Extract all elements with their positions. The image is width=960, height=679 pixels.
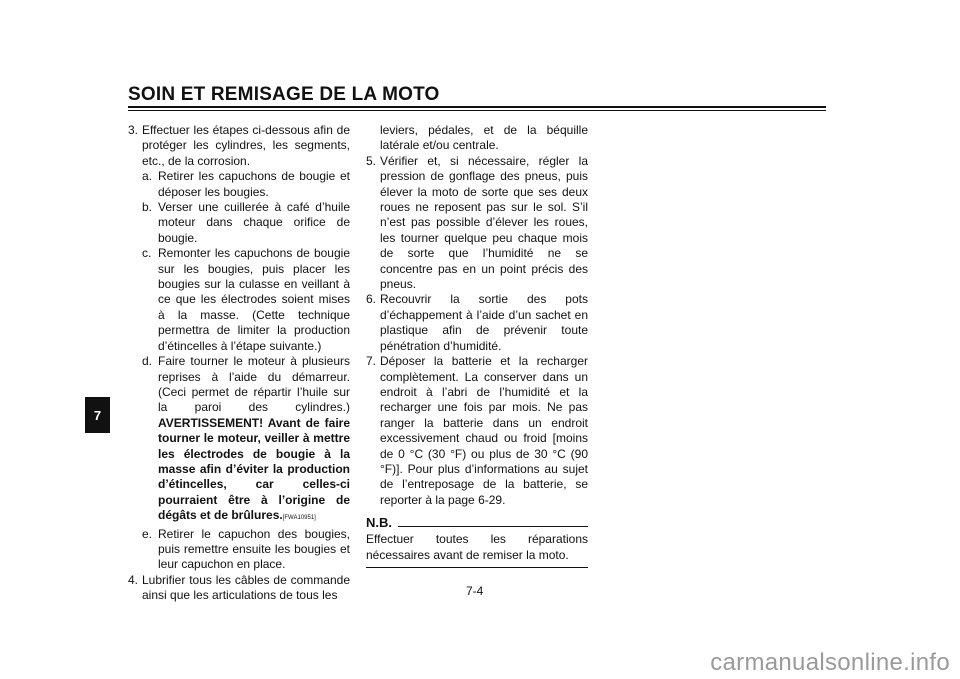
item-text: Recouvrir la sortie des pots d’échappement à l’aide d’un sachet en plastique afin de prévenir toute pénétration d’humidité. (380, 292, 588, 353)
sub-item-letter: e. (142, 526, 153, 541)
watermark: carmanualsonline.info (710, 649, 950, 676)
item-text: Vérifier et, si nécessaire, régler la pression de gonflage des pneus, puis élever la moto de sorte que ses deux roues ne reposent pas sur le sol. S’il n’est pas possible d’élever les roues, les tourner quelque peu chaque mois de sorte que l’humidité ne se concentre pas en un point précis des pneus. (380, 153, 588, 292)
sub-item-e (128, 527, 350, 573)
item-number: 4. (128, 572, 139, 587)
sub-item-text: Verser une cuillerée à café d’huile moteur dans chaque orifice de bougie. (158, 200, 350, 245)
sub-item-d (128, 354, 350, 526)
note-rule-bottom (366, 567, 588, 568)
item-number: 7. (366, 354, 377, 369)
header-rule-thin (128, 110, 826, 111)
sub-item-letter: c. (142, 246, 152, 261)
note-header (366, 516, 588, 530)
list-item-4 (128, 573, 350, 604)
page-title: SOIN ET REMISAGE DE LA MOTO (128, 84, 440, 105)
sub-item-b (128, 200, 350, 246)
list-item-3 (128, 123, 350, 169)
page-number: 7-4 (466, 584, 484, 598)
item-number: 5. (366, 153, 377, 168)
warning-text: AVERTISSEMENT! Avant de faire tourner le moteur, veiller à mettre les électrodes de bougie à la masse afin d’éviter la production d’étincelles, car celles-ci pourraient être à l’origine de dégâts et de brûlures. (158, 415, 350, 523)
list-item-5 (366, 154, 588, 293)
item-number: 3. (128, 123, 139, 137)
left-column (128, 123, 350, 604)
sub-item-letter: b. (142, 200, 153, 215)
note-text: Effectuer toutes les réparations nécessaires avant de remiser la moto. (366, 532, 588, 562)
sub-item-text: Retirer les capuchons de bougie et déposer les bougies. (158, 169, 350, 199)
warning-code: [FWA10951] (282, 515, 316, 522)
list-item-6 (366, 292, 588, 354)
item-text: Lubrifier tous les câbles de commande ainsi que les articulations de tous les (142, 572, 350, 603)
item-text: Effectuer les étapes ci-dessous afin de protéger les cylindres, les segments, etc., de la corrosion. (142, 123, 350, 168)
right-column (366, 123, 588, 568)
chapter-tab: 7 (85, 397, 110, 433)
sub-item-c (128, 246, 350, 354)
note-label: N.B. (366, 515, 392, 531)
list-item-7 (366, 354, 588, 508)
item-number: 6. (366, 292, 377, 307)
note-rule-top (398, 526, 588, 527)
sub-item-text: Remonter les capuchons de bougie sur les bougies, puis placer les bougies sur la culasse en veillant à ce que les électrodes soient mises à la masse. (Cette technique permettra de limiter la production d’étincelles à l’étape suivante.) (158, 246, 350, 353)
sub-item-letter: a. (142, 169, 153, 184)
note-box (366, 516, 588, 568)
item-text: Déposer la batterie et la recharger complètement. La conserver dans un endroit à l’abri de l’humidité et la recharger une fois par mois. Ne pas ranger la batterie dans un endroit excessivement chaud ou froid [moins de 0 °C (30 °F) ou plus de 30 °C (90 °F)]. Pour plus d’informations au sujet de l’entreposage de la batterie, se reporter à la page 6-29. (380, 354, 588, 507)
continued-text: leviers, pédales, et de la béquille latérale et/ou centrale. (380, 123, 588, 153)
sub-item-text: Faire tourner le moteur à plusieurs reprises à l’aide du démarreur. (Ceci permet de répartir l’huile sur la paroi des cylindres.) (158, 354, 350, 415)
header-rule (128, 106, 826, 108)
sub-item-text: Retirer le capuchon des bougies, puis remettre ensuite les bougies et leur capuchon en place. (158, 526, 350, 572)
sub-item-letter: d. (142, 354, 153, 369)
sub-item-a (128, 169, 350, 200)
